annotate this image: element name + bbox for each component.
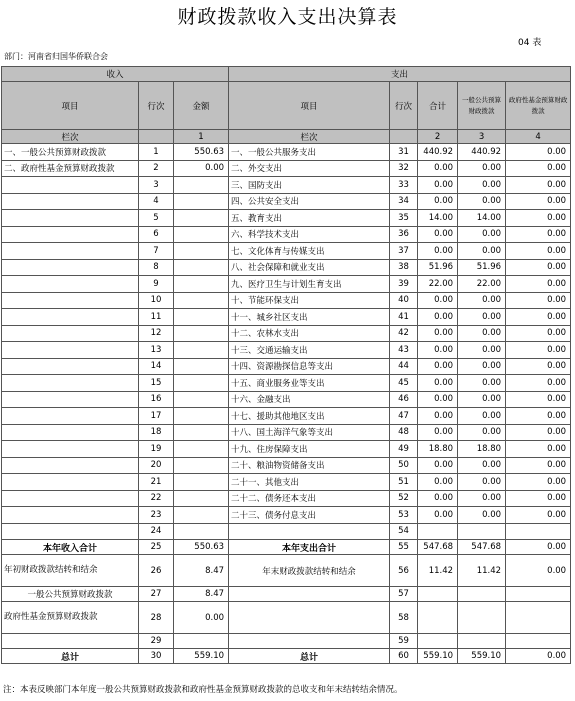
expense-general: 0.00	[458, 375, 506, 392]
table-row	[2, 490, 571, 507]
expense-line-no: 39	[390, 276, 418, 293]
income-line-no: 14	[139, 358, 174, 375]
expense-total: 0.00	[418, 325, 458, 342]
income-item	[2, 391, 139, 408]
income-item	[2, 342, 139, 359]
income-amount	[174, 523, 229, 540]
end-balance-total: 11.42	[418, 555, 458, 587]
expense-general: 0.00	[458, 408, 506, 425]
income-line-no: 24	[139, 523, 174, 540]
expense-fund: 0.00	[506, 408, 571, 425]
expense-total: 0.00	[418, 474, 458, 491]
income-amount	[174, 309, 229, 326]
year-income-amount: 550.63	[174, 540, 229, 555]
expense-fund: 0.00	[506, 276, 571, 293]
income-amount	[174, 276, 229, 293]
expense-fund: 0.00	[506, 259, 571, 276]
income-line-no: 11	[139, 309, 174, 326]
expense-item: 十二、农林水支出	[229, 325, 390, 342]
expense-item: 七、文化体育与传媒支出	[229, 243, 390, 260]
expense-fund: 0.00	[506, 177, 571, 194]
income-line-no: 18	[139, 424, 174, 441]
income-item	[2, 226, 139, 243]
income-amount: 0.00	[174, 160, 229, 177]
expense-line-no: 47	[390, 408, 418, 425]
expense-general: 0.00	[458, 325, 506, 342]
income-item	[2, 309, 139, 326]
table-row	[2, 523, 571, 540]
expense-item: 二、外交支出	[229, 160, 390, 177]
col-number-1: 1	[174, 130, 229, 144]
income-amount: 550.63	[174, 144, 229, 161]
expense-total: 0.00	[418, 177, 458, 194]
year-expense-total: 547.68	[418, 540, 458, 555]
expense-general: 0.00	[458, 243, 506, 260]
expense-item: 八、社会保障和就业支出	[229, 259, 390, 276]
expense-fund: 0.00	[506, 474, 571, 491]
income-line-no: 16	[139, 391, 174, 408]
expense-general: 18.80	[458, 441, 506, 458]
expense-line-header: 行次	[390, 82, 418, 130]
grand-total-expense-label: 总计	[229, 649, 390, 664]
expense-fund: 0.00	[506, 160, 571, 177]
expense-total: 0.00	[418, 408, 458, 425]
gov-fund-header: 政府性基金预算财政拨款	[506, 82, 571, 130]
expense-total: 0.00	[418, 391, 458, 408]
income-line-no: 19	[139, 441, 174, 458]
income-amount	[174, 408, 229, 425]
expense-line-no: 53	[390, 507, 418, 524]
expense-line-no: 40	[390, 292, 418, 309]
expense-general	[458, 523, 506, 540]
grand-total-amount: 559.10	[174, 649, 229, 664]
expense-item: 十七、援助其他地区支出	[229, 408, 390, 425]
expense-fund: 0.00	[506, 144, 571, 161]
income-amount	[174, 424, 229, 441]
page-title: 财政拨款收入支出决算表	[177, 6, 398, 28]
income-amount	[174, 457, 229, 474]
income-line-no: 12	[139, 325, 174, 342]
expense-fund: 0.00	[506, 457, 571, 474]
expense-line-no: 37	[390, 243, 418, 260]
income-amount	[174, 358, 229, 375]
income-amount	[174, 507, 229, 524]
table-row	[2, 144, 571, 161]
grand-total-expense-no: 60	[390, 649, 418, 664]
income-item-header: 项目	[2, 82, 139, 130]
expense-general: 51.96	[458, 259, 506, 276]
expense-item: 四、公共安全支出	[229, 193, 390, 210]
gen-budget-expense-no: 57	[390, 587, 418, 602]
expense-line-no: 48	[390, 424, 418, 441]
table-row	[2, 358, 571, 375]
income-line-no: 22	[139, 490, 174, 507]
expense-item: 二十一、其他支出	[229, 474, 390, 491]
expense-fund: 0.00	[506, 243, 571, 260]
expense-item-header: 项目	[229, 82, 390, 130]
income-item	[2, 490, 139, 507]
income-amount	[174, 177, 229, 194]
expense-fund: 0.00	[506, 292, 571, 309]
expense-fund: 0.00	[506, 325, 571, 342]
expense-line-no: 50	[390, 457, 418, 474]
expense-item: 十五、商业服务业等支出	[229, 375, 390, 392]
income-line-no: 15	[139, 375, 174, 392]
table-row	[2, 507, 571, 524]
expense-fund: 0.00	[506, 391, 571, 408]
grand-total-general: 559.10	[458, 649, 506, 664]
year-expense-fund: 0.00	[506, 540, 571, 555]
expense-general: 0.00	[458, 177, 506, 194]
expense-total: 0.00	[418, 457, 458, 474]
income-amount	[174, 490, 229, 507]
income-item	[2, 474, 139, 491]
expense-general: 0.00	[458, 160, 506, 177]
col-label-expense: 栏次	[229, 130, 390, 144]
expense-general: 0.00	[458, 490, 506, 507]
income-line-no: 9	[139, 276, 174, 293]
income-amount	[174, 474, 229, 491]
expense-fund: 0.00	[506, 490, 571, 507]
table-row	[2, 193, 571, 210]
expense-fund: 0.00	[506, 193, 571, 210]
end-balance-no: 56	[390, 555, 418, 587]
income-line-no: 7	[139, 243, 174, 260]
expense-header: 支出	[229, 67, 571, 82]
income-line-no: 21	[139, 474, 174, 491]
col-number-3: 3	[458, 130, 506, 144]
begin-balance-label: 年初财政拨款结转和结余	[2, 555, 139, 587]
expense-item: 十九、住房保障支出	[229, 441, 390, 458]
table-row	[2, 177, 571, 194]
expense-item: 三、国防支出	[229, 177, 390, 194]
income-amount	[174, 325, 229, 342]
expense-general: 0.00	[458, 226, 506, 243]
general-budget-header: 一般公共预算财政拨款	[458, 82, 506, 130]
expense-line-no: 45	[390, 375, 418, 392]
expense-general: 0.00	[458, 457, 506, 474]
form-code: 04 表	[518, 38, 542, 48]
expense-total: 18.80	[418, 441, 458, 458]
expense-item: 十四、资源勘探信息等支出	[229, 358, 390, 375]
table-row	[2, 424, 571, 441]
income-line-no: 23	[139, 507, 174, 524]
expense-item: 十八、国土海洋气象等支出	[229, 424, 390, 441]
expense-fund: 0.00	[506, 441, 571, 458]
expense-line-no: 35	[390, 210, 418, 227]
expense-line-no: 44	[390, 358, 418, 375]
gen-budget-label: 一般公共预算财政拨款	[2, 587, 139, 602]
expense-fund: 0.00	[506, 424, 571, 441]
expense-fund: 0.00	[506, 210, 571, 227]
table-row	[2, 325, 571, 342]
expense-total: 0.00	[418, 226, 458, 243]
table-row	[2, 309, 571, 326]
income-amount	[174, 226, 229, 243]
expense-total: 22.00	[418, 276, 458, 293]
income-amount	[174, 391, 229, 408]
income-item	[2, 358, 139, 375]
empty-row-no: 29	[139, 634, 174, 649]
year-expense-general: 547.68	[458, 540, 506, 555]
expense-line-no: 38	[390, 259, 418, 276]
expense-item: 九、医疗卫生与计划生育支出	[229, 276, 390, 293]
expense-fund: 0.00	[506, 375, 571, 392]
grand-total-fund: 0.00	[506, 649, 571, 664]
grand-total-label: 总计	[2, 649, 139, 664]
table-row	[2, 342, 571, 359]
income-item	[2, 507, 139, 524]
col-number-2: 2	[418, 130, 458, 144]
empty-row-expense-no: 59	[390, 634, 418, 649]
expense-total-header: 合计	[418, 82, 458, 130]
expense-total: 0.00	[418, 243, 458, 260]
income-line-no: 6	[139, 226, 174, 243]
expense-general: 0.00	[458, 358, 506, 375]
expense-fund: 0.00	[506, 342, 571, 359]
year-income-no: 25	[139, 540, 174, 555]
begin-balance-amount: 8.47	[174, 555, 229, 587]
expense-item: 二十、粮油物资储备支出	[229, 457, 390, 474]
grand-total-no: 30	[139, 649, 174, 664]
gov-fund-label: 政府性基金预算财政拨款	[2, 602, 139, 634]
income-line-header: 行次	[139, 82, 174, 130]
table-row	[2, 391, 571, 408]
expense-line-no: 54	[390, 523, 418, 540]
income-item	[2, 408, 139, 425]
expense-item: 十三、交通运输支出	[229, 342, 390, 359]
income-amount	[174, 292, 229, 309]
expense-item: 六、科学技术支出	[229, 226, 390, 243]
year-expense-no: 55	[390, 540, 418, 555]
expense-general: 440.92	[458, 144, 506, 161]
grand-total-total: 559.10	[418, 649, 458, 664]
budget-table	[1, 66, 571, 664]
income-amount	[174, 375, 229, 392]
income-amount	[174, 210, 229, 227]
expense-line-no: 43	[390, 342, 418, 359]
expense-general: 0.00	[458, 292, 506, 309]
table-row	[2, 408, 571, 425]
income-item	[2, 276, 139, 293]
income-item	[2, 523, 139, 540]
income-line-no: 17	[139, 408, 174, 425]
income-item	[2, 325, 139, 342]
table-row	[2, 441, 571, 458]
expense-line-no: 33	[390, 177, 418, 194]
col-label-income: 栏次	[2, 130, 139, 144]
income-item	[2, 457, 139, 474]
income-header: 收入	[2, 67, 229, 82]
expense-item: 十六、金融支出	[229, 391, 390, 408]
income-item	[2, 441, 139, 458]
income-amount	[174, 441, 229, 458]
expense-line-no: 34	[390, 193, 418, 210]
gov-fund-expense-no: 58	[390, 602, 418, 634]
income-line-no: 2	[139, 160, 174, 177]
expense-fund	[506, 523, 571, 540]
income-line-no: 4	[139, 193, 174, 210]
expense-line-no: 51	[390, 474, 418, 491]
expense-total	[418, 523, 458, 540]
income-item: 一、一般公共预算财政拨款	[2, 144, 139, 161]
expense-line-no: 49	[390, 441, 418, 458]
department-label: 部门：河南省归国华侨联合会	[4, 52, 108, 61]
end-balance-label: 年末财政拨款结转和结余	[229, 555, 390, 587]
end-balance-general: 11.42	[458, 555, 506, 587]
table-row	[2, 474, 571, 491]
expense-total: 0.00	[418, 160, 458, 177]
income-item	[2, 375, 139, 392]
table-row	[2, 276, 571, 293]
expense-line-no: 52	[390, 490, 418, 507]
income-item	[2, 292, 139, 309]
income-line-no: 5	[139, 210, 174, 227]
expense-general: 0.00	[458, 342, 506, 359]
income-line-no: 3	[139, 177, 174, 194]
expense-fund: 0.00	[506, 226, 571, 243]
expense-total: 0.00	[418, 375, 458, 392]
expense-item: 一、一般公共服务支出	[229, 144, 390, 161]
income-item	[2, 210, 139, 227]
expense-line-no: 32	[390, 160, 418, 177]
expense-total: 0.00	[418, 309, 458, 326]
expense-total: 440.92	[418, 144, 458, 161]
expense-line-no: 42	[390, 325, 418, 342]
income-item	[2, 243, 139, 260]
table-row	[2, 375, 571, 392]
expense-total: 0.00	[418, 490, 458, 507]
income-item	[2, 177, 139, 194]
expense-general: 0.00	[458, 193, 506, 210]
expense-general: 22.00	[458, 276, 506, 293]
col-number-4: 4	[506, 130, 571, 144]
table-row	[2, 210, 571, 227]
income-line-no: 13	[139, 342, 174, 359]
income-line-no: 10	[139, 292, 174, 309]
gen-budget-no: 27	[139, 587, 174, 602]
expense-general: 0.00	[458, 391, 506, 408]
expense-total: 0.00	[418, 342, 458, 359]
income-line-no: 8	[139, 259, 174, 276]
expense-total: 0.00	[418, 424, 458, 441]
expense-fund: 0.00	[506, 507, 571, 524]
expense-item: 十一、城乡社区支出	[229, 309, 390, 326]
table-row	[2, 457, 571, 474]
expense-item	[229, 523, 390, 540]
income-amount-header: 金额	[174, 82, 229, 130]
expense-item: 二十二、债务还本支出	[229, 490, 390, 507]
income-amount	[174, 243, 229, 260]
expense-fund: 0.00	[506, 358, 571, 375]
begin-balance-no: 26	[139, 555, 174, 587]
expense-total: 14.00	[418, 210, 458, 227]
income-amount	[174, 193, 229, 210]
expense-total: 0.00	[418, 358, 458, 375]
income-item	[2, 259, 139, 276]
income-item: 二、政府性基金预算财政拨款	[2, 160, 139, 177]
expense-total: 0.00	[418, 507, 458, 524]
expense-general: 14.00	[458, 210, 506, 227]
expense-item: 二十三、债务付息支出	[229, 507, 390, 524]
expense-total: 0.00	[418, 193, 458, 210]
expense-item: 十、节能环保支出	[229, 292, 390, 309]
expense-line-no: 36	[390, 226, 418, 243]
expense-item: 五、教育支出	[229, 210, 390, 227]
gen-budget-amount: 8.47	[174, 587, 229, 602]
table-row	[2, 259, 571, 276]
gov-fund-amount: 0.00	[174, 602, 229, 634]
income-item	[2, 424, 139, 441]
expense-line-no: 41	[390, 309, 418, 326]
income-line-no: 1	[139, 144, 174, 161]
year-income-label: 本年收入合计	[2, 540, 139, 555]
expense-total: 0.00	[418, 292, 458, 309]
expense-total: 51.96	[418, 259, 458, 276]
year-expense-label: 本年支出合计	[229, 540, 390, 555]
expense-general: 0.00	[458, 474, 506, 491]
table-row	[2, 226, 571, 243]
footnote: 注：本表反映部门本年度一般公共预算财政拨款和政府性基金预算财政拨款的总收支和年末结转结余情况。	[3, 685, 403, 695]
end-balance-fund: 0.00	[506, 555, 571, 587]
income-amount	[174, 259, 229, 276]
income-amount	[174, 342, 229, 359]
gov-fund-no: 28	[139, 602, 174, 634]
table-row	[2, 292, 571, 309]
expense-general: 0.00	[458, 507, 506, 524]
income-line-no: 20	[139, 457, 174, 474]
expense-line-no: 31	[390, 144, 418, 161]
expense-general: 0.00	[458, 309, 506, 326]
income-item	[2, 193, 139, 210]
table-row	[2, 243, 571, 260]
expense-line-no: 46	[390, 391, 418, 408]
expense-general: 0.00	[458, 424, 506, 441]
table-row	[2, 160, 571, 177]
expense-fund: 0.00	[506, 309, 571, 326]
